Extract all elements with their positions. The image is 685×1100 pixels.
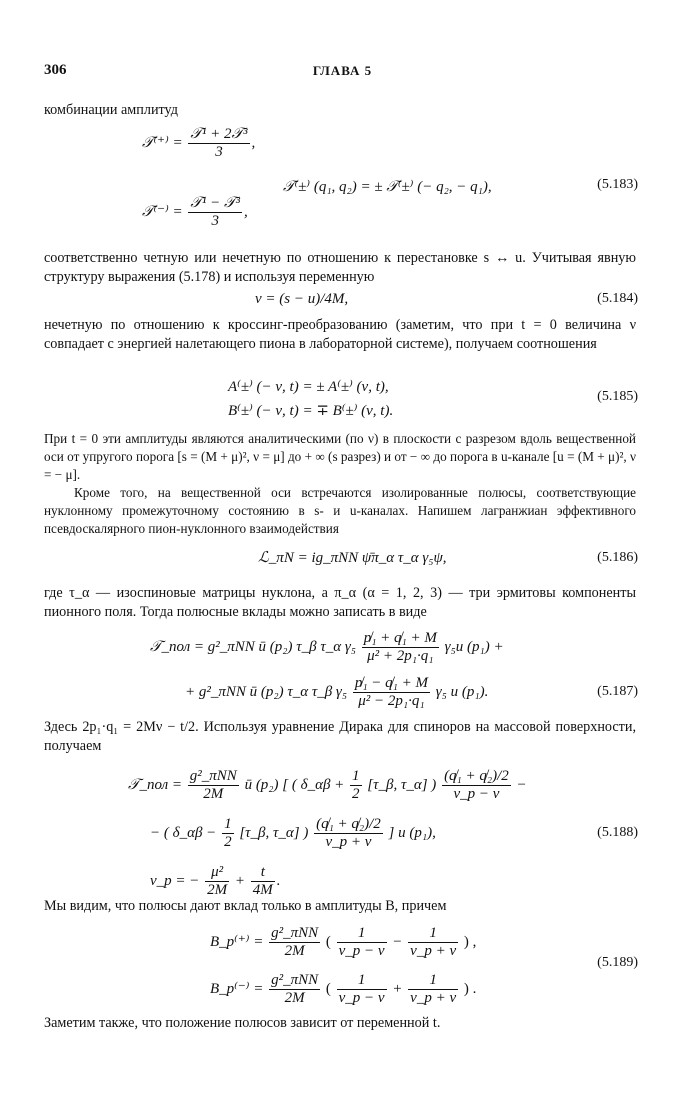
paragraph-3: нечетную по отношению к кроссинг-преобразованию (заметим, что при t = 0 величина ν совпадает с энергией налетающего пиона в лабораторной системе), получаем соотношения	[44, 317, 636, 352]
equation-number: (5.187)	[597, 684, 638, 699]
eq-5-183-symmetry: 𝒯⁽±⁾ (q₁, q₂) = ± 𝒯⁽±⁾ (− q₂, − q₁),	[283, 179, 492, 195]
eq-5-189-line2: B_p⁽⁻⁾ = g²_πNN 2M ( $\frac{1}{\nu\_p - \nu}$ + $\frac{1}{\nu\_p + \nu}$ ) .	[210, 972, 477, 1006]
paragraph-8: Мы видим, что полюсы дают вклад только в амплитуды B, причем	[44, 898, 447, 914]
running-header	[44, 62, 641, 84]
eq-5-185-line2: B⁽±⁾ (− ν, t) = ∓ B⁽±⁾ (ν, t).	[228, 403, 394, 419]
equation-number: (5.184)	[597, 291, 638, 306]
eq-5-184: ν = (s − u)/4M,	[255, 291, 349, 307]
equation-number: (5.186)	[597, 550, 638, 565]
eq-5-183-minus: 𝒯⁽⁻⁾ = 𝒯¹ − 𝒯³ 3 ,	[142, 195, 248, 229]
eq-5-188-line1: 𝒯_пол = g²_πNN 2M ū (p₂) [ ( δ_αβ + $\frac{1}{2}$ [τ_β, τ_α] ) $\frac{\text{(q̸₁ + q̸₂)/2}}{\nu\_p - \nu}$ −	[128, 768, 527, 802]
equation-number: (5.183)	[597, 177, 638, 192]
paragraph-4: При t = 0 эти амплитуды являются аналитическими (по ν) в плоскости с разрезом вдоль вещественной оси от упругого порога [s = (M + μ)², ν = μ] до + ∞ (s разрез) и от − ∞ до порога в u-канале [u = (M + μ)², ν = − μ].	[44, 431, 636, 482]
paragraph-6: где τ_α — изоспиновые матрицы нуклона, а π_α (α = 1, 2, 3) — три эрмитовы компоненты пионного поля. Тогда полюсные вклады можно записать в виде	[44, 585, 636, 620]
paragraph-9: Заметим также, что положение полюсов зависит от переменной t.	[44, 1015, 441, 1031]
eq-5-187-line2: + g²_πNN ū (p₂) τ_α τ_β γ₅ $\frac{\text{p̸₁ − q̸₁ + M}}{\text{μ² − 2p₁·q₁}}$ γ₅ u (p₁).	[185, 675, 489, 709]
paragraph-5: Кроме того, на вещественной оси встречаются изолированные полюсы, соответствующие нуклонному промежуточному состоянию в s- и u-каналах. Напишем лагранжиан эффективного псевдоскалярного пион-нуклонного взаимодействия	[44, 485, 636, 536]
equation-number: (5.188)	[597, 825, 638, 840]
paragraph-2: соответственно четную или нечетную по отношению к перестановке s ↔ u. Учитывая явную структуру выражения (5.178) и используя переменную	[44, 250, 636, 285]
equation-number: (5.189)	[597, 955, 638, 970]
eq-5-189-line1: B_p⁽⁺⁾ = g²_πNN 2M ( $\frac{1}{\nu\_p - \nu}$ − $\frac{1}{\nu\_p + \nu}$ ) ,	[210, 925, 477, 959]
eq-5-185-line1: A⁽±⁾ (− ν, t) = ± A⁽±⁾ (ν, t),	[228, 379, 389, 395]
paragraph-7: Здесь 2p₁·q₁ = 2Mν − t/2. Используя уравнение Дирака для спиноров на массовой поверхности, получаем	[44, 719, 636, 754]
eq-5-188-nup: ν_p = − $\frac{\text{μ²}}{2M}$ + $\frac{t}{4M}$ .	[150, 864, 281, 898]
paragraph-1: комбинации амплитуд	[44, 102, 178, 118]
chapter-title: ГЛАВА 5	[312, 63, 373, 78]
eq-5-188-line2: − ( δ_αβ − $\frac{1}{2}$ [τ_β, τ_α] ) $\frac{\text{(q̸₁ + q̸₂)/2}}{\nu\_p + \nu}$ ] u (p₁),	[150, 816, 436, 850]
eq-5-187-line1: 𝒯_пол = g²_πNN ū (p₂) τ_β τ_α γ₅ $\frac{\text{p̸₁ + q̸₁ + M}}{\text{μ² + 2p₁·q₁}}$ γ₅u (p₁) +	[150, 630, 504, 664]
eq-5-183-plus: 𝒯⁽⁺⁾ = 𝒯¹ + 2𝒯³ 3 ,	[142, 126, 256, 160]
eq-5-186: ℒ_πN = ig_πNN ψ̄π_α τ_α γ₅ψ,	[258, 550, 447, 566]
page-number: 306	[44, 62, 67, 78]
equation-number: (5.185)	[597, 389, 638, 404]
